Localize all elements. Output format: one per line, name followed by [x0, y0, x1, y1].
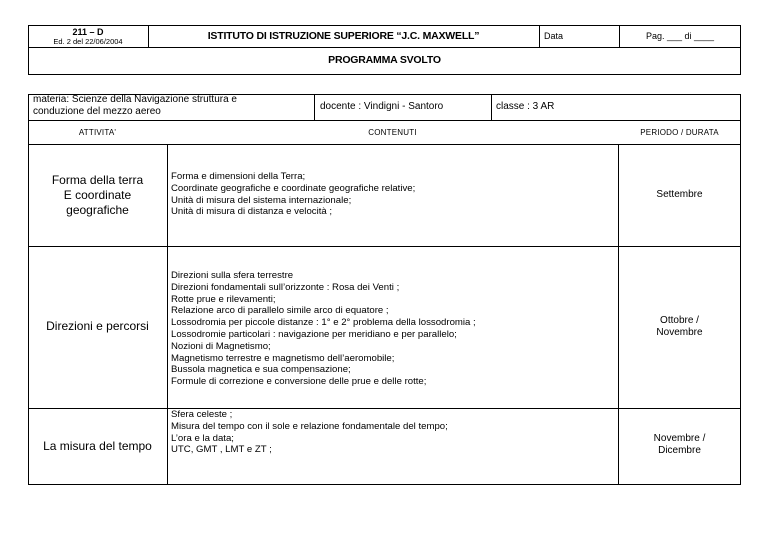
teacher-field: docente : Vindigni - Santoro: [320, 101, 444, 112]
column-header-period: PERIODO / DURATA: [640, 128, 719, 137]
content-item: Misura del tempo con il sole e relazione fondamentale del tempo;: [171, 420, 448, 432]
info-divider: [491, 94, 492, 120]
content-item: Sfera celeste ;: [171, 409, 233, 420]
header-divider: [619, 25, 620, 47]
program-title: PROGRAMMA SVOLTO: [328, 54, 441, 66]
period-line: Dicembre: [658, 445, 701, 456]
header-divider: [539, 25, 540, 47]
info-separator: [28, 120, 741, 121]
contents-cell: [171, 171, 415, 218]
content-item: Unità di misura di distanza e velocità ;: [171, 206, 333, 218]
activity-cell: [28, 173, 167, 218]
date-label: Data: [544, 31, 564, 41]
activity-line: Forma della terra: [51, 173, 144, 187]
header-separator: [28, 47, 741, 48]
period-cell: [618, 189, 741, 201]
content-item: Unità di misura del sistema internazionale;: [171, 194, 352, 206]
content-item: Formule di correzione e conversione delle prue e delle rotte;: [171, 376, 427, 388]
edition-date: Ed. 2 del 22/06/2004: [53, 37, 123, 46]
document-code: 211 – D: [72, 27, 104, 37]
content-item: Relazione arco di parallelo simile arco di equatore ;: [171, 305, 389, 317]
content-item: L’ora e la data;: [171, 432, 234, 444]
content-item: Lossodromie particolari : navigazione per meridiano e per parallelo;: [171, 328, 457, 340]
period-line: Ottobre /: [660, 315, 699, 326]
contents-cell: [171, 409, 448, 456]
column-header-activity: ATTIVITA': [78, 128, 117, 137]
activity-cell: [28, 439, 167, 454]
subject-line: materia: Scienze della Navigazione struttura e: [33, 94, 237, 105]
content-item: Bussola magnetica e sua compensazione;: [171, 364, 351, 376]
activity-line: La misura del tempo: [43, 439, 152, 453]
content-item: Direzioni fondamentali sull’orizzonte : Rosa dei Venti ;: [171, 281, 400, 293]
activity-cell: [28, 319, 167, 334]
content-item: Rotte prue e rilevamenti;: [171, 293, 276, 305]
contents-cell: [171, 270, 476, 388]
content-item: UTC, GMT , LMT e ZT ;: [171, 444, 272, 456]
info-divider: [314, 94, 315, 120]
content-item: Forma e dimensioni della Terra;: [171, 171, 306, 182]
period-line: Novembre: [656, 327, 703, 338]
subject-line: conduzione del mezzo aereo: [33, 106, 161, 117]
activity-line: geografiche: [66, 203, 129, 217]
period-cell: [618, 433, 741, 457]
activity-line: Direzioni e percorsi: [46, 319, 149, 333]
content-item: Lossodromia per piccole distanze : 1° e 2° problema della lossodromia ;: [171, 317, 476, 329]
activity-line: E coordinate: [63, 188, 132, 202]
column-header-separator: [28, 144, 741, 145]
content-item: Nozioni di Magnetismo;: [171, 340, 271, 352]
institute-name: ISTITUTO DI ISTRUZIONE SUPERIORE “J.C. MAXWELL”: [207, 30, 480, 42]
period-line: Settembre: [656, 189, 703, 200]
content-item: Magnetismo terrestre e magnetismo dell’aeromobile;: [171, 352, 395, 364]
column-divider: [167, 144, 168, 485]
page-label: Pag. ___ di ____: [646, 31, 715, 41]
content-item: Coordinate geografiche e coordinate geografiche relative;: [171, 182, 416, 194]
period-line: Novembre /: [653, 433, 706, 444]
row-separator: [28, 246, 741, 247]
period-cell: [618, 315, 741, 339]
content-item: Direzioni sulla sfera terrestre: [171, 270, 294, 281]
subject-field: [33, 94, 237, 118]
class-field: classe : 3 AR: [496, 101, 555, 112]
column-header-contents: CONTENUTI: [368, 128, 417, 137]
